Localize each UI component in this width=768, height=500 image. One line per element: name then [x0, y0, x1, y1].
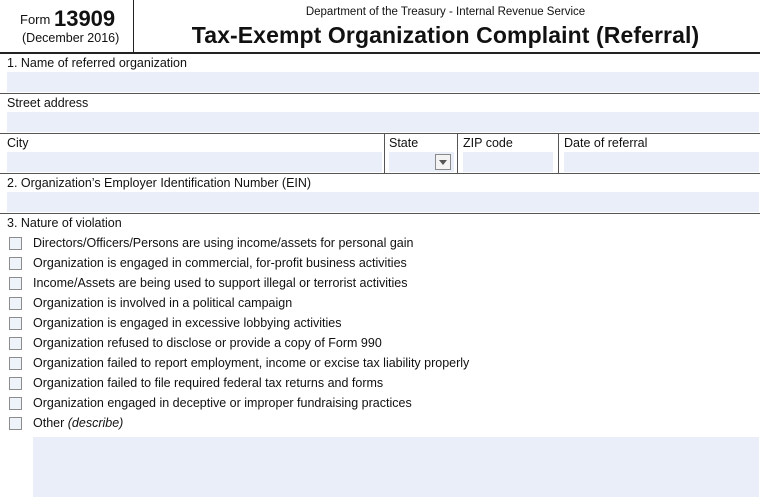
violation-label: Organization is engaged in commercial, for-profit business activities [33, 256, 407, 270]
ein-input[interactable] [7, 192, 759, 212]
other-description-input[interactable] [33, 437, 759, 497]
divider [558, 133, 559, 173]
city-label: City [7, 136, 29, 150]
violation-checkbox[interactable] [9, 337, 22, 350]
divider [457, 133, 458, 173]
violation-label: Organization refused to disclose or provide a copy of Form 990 [33, 336, 382, 350]
zip-code-input[interactable] [463, 152, 553, 172]
violation-label: Organization is involved in a political campaign [33, 296, 293, 310]
divider [0, 173, 760, 174]
violation-checkbox[interactable] [9, 397, 22, 410]
other-label [33, 416, 123, 430]
other-text: Other [33, 416, 65, 430]
zip-code-label: ZIP code [463, 136, 513, 150]
form-number: 13909 [53, 6, 116, 31]
org-name-label: 1. Name of referred organization [7, 56, 187, 70]
chevron-down-icon[interactable] [435, 154, 451, 170]
divider [0, 133, 760, 134]
ein-label: 2. Organization’s Employer Identification Number (EIN) [7, 176, 312, 190]
violation-checkbox[interactable] [9, 377, 22, 390]
form-label [20, 6, 115, 32]
violation-label: Directors/Officers/Persons are using income/assets for personal gain [33, 236, 414, 250]
date-of-referral-input[interactable] [564, 152, 759, 172]
state-label: State [389, 136, 419, 150]
divider [0, 93, 760, 94]
other-checkbox[interactable] [9, 417, 22, 430]
violation-label: Organization is engaged in excessive lobbying activities [33, 316, 342, 330]
header-rule [0, 52, 760, 54]
nature-of-violation-heading: 3. Nature of violation [7, 216, 122, 230]
form-prefix: Form [20, 12, 51, 27]
violation-checkbox[interactable] [9, 277, 22, 290]
violation-label: Income/Assets are being used to support illegal or terrorist activities [33, 276, 408, 290]
other-hint: (describe) [67, 416, 124, 430]
violation-label: Organization failed to file required federal tax returns and forms [33, 376, 384, 390]
violation-label: Organization engaged in deceptive or improper fundraising practices [33, 396, 412, 410]
violation-checkbox[interactable] [9, 317, 22, 330]
violation-checkbox[interactable] [9, 257, 22, 270]
violation-checkbox[interactable] [9, 357, 22, 370]
form-revision: (December 2016) [22, 31, 120, 45]
divider [384, 133, 385, 173]
violation-checkbox[interactable] [9, 237, 22, 250]
street-address-input[interactable] [7, 112, 759, 132]
form-title: Tax-Exempt Organization Complaint (Referral) [191, 22, 700, 48]
violation-checkbox[interactable] [9, 297, 22, 310]
violation-label: Organization failed to report employment, income or excise tax liability properly [33, 356, 470, 370]
date-of-referral-label: Date of referral [564, 136, 648, 150]
org-name-input[interactable] [7, 72, 759, 92]
street-address-label: Street address [7, 96, 89, 110]
city-input[interactable] [7, 152, 382, 172]
divider [0, 213, 760, 214]
department-line: Department of the Treasury - Internal Revenue Service [305, 6, 586, 18]
